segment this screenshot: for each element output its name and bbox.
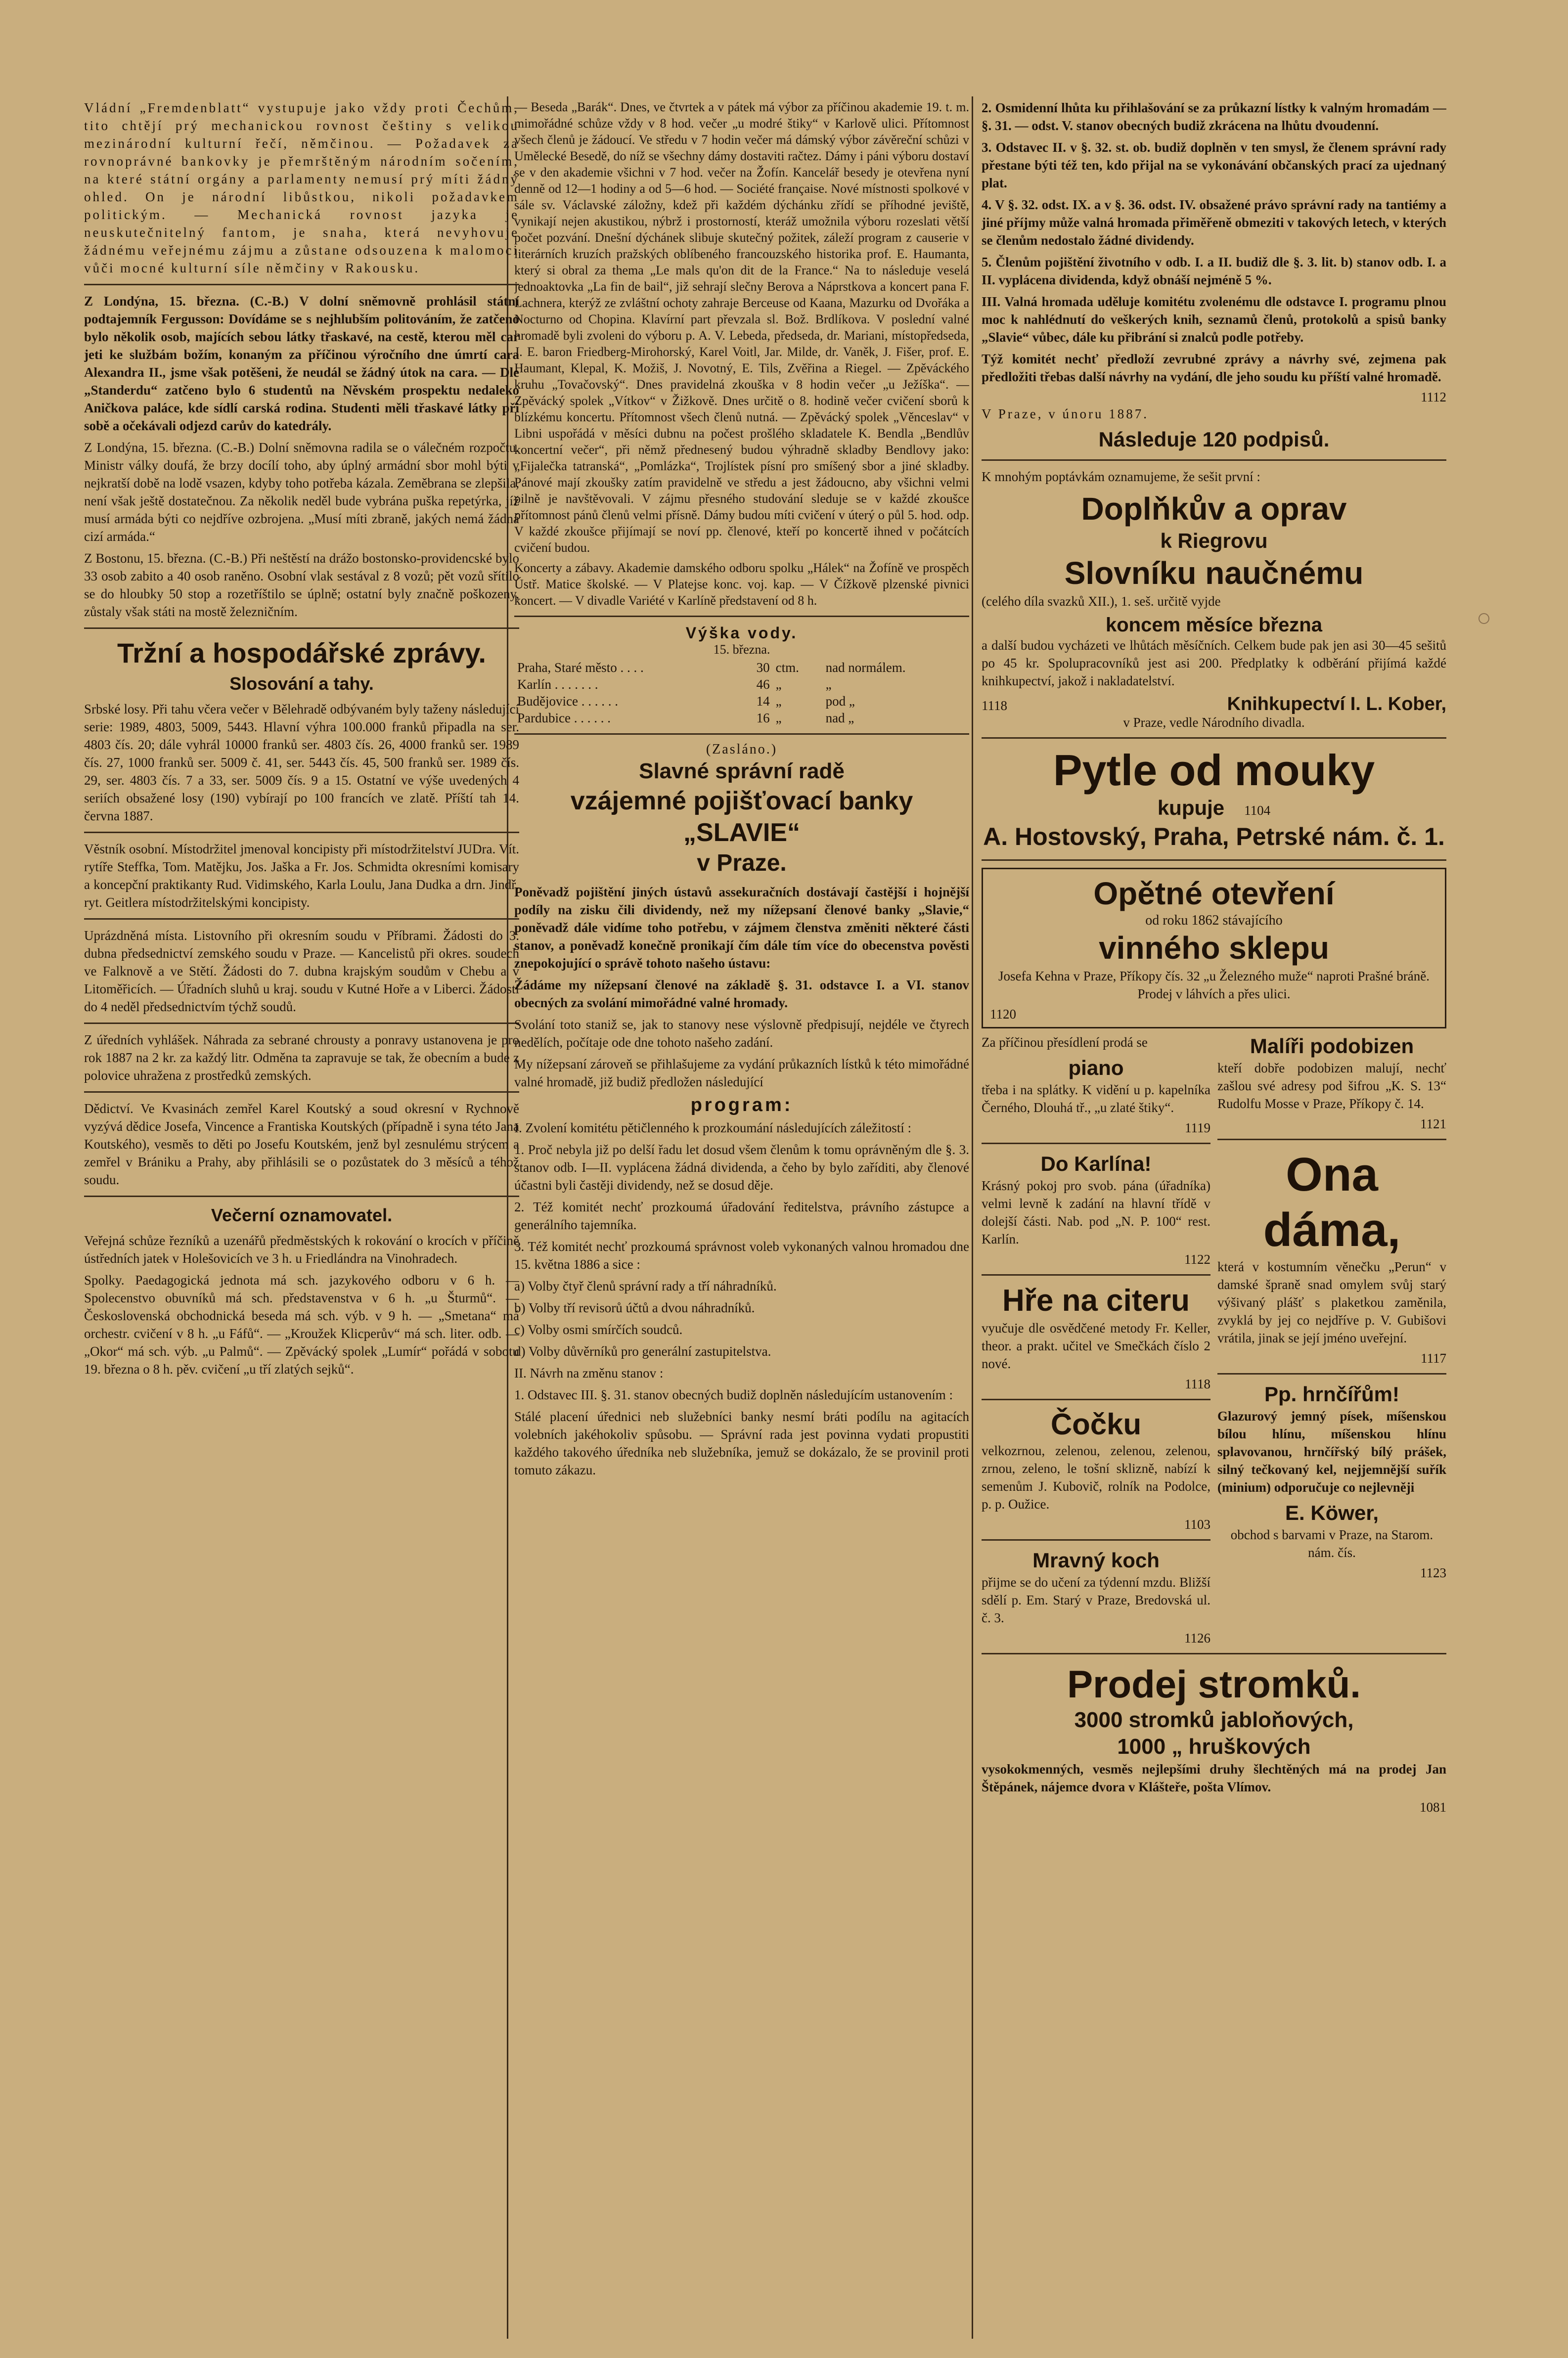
ad-code: 1123 xyxy=(1420,1565,1446,1580)
ad-doplnkuv-title: Doplňkův a oprav xyxy=(1081,491,1347,527)
article-vestnik: Věstník osobní. Místodržitel jmenoval koncipisty při místodržitelství JUDra. Vít. rytíře Steffka, Tom. Matějku, Jos. Jaška a Fr. Jos. Schmidta okresními komisary a koncepční praktikanty Rud. Vidimského, Karla Loulu, Jana Dudka a drn. Jindř. ryt. Geitlera místodržitelskými koncipisty. xyxy=(84,842,519,910)
ad-ona-dama: Ona dáma, xyxy=(1263,1148,1401,1256)
separator xyxy=(982,1274,1210,1276)
ad-3000: 3000 stromků jabloňových, xyxy=(1074,1708,1354,1732)
ad-prodej-text: vysokokmenných, vesměs nejlepšími druhy šlechtěných má na prodej Jan Štěpánek, nájemce dvora v Klášteře, pošta Vlímov. xyxy=(982,1762,1446,1794)
article-uredni-vyhlasky: Z úředních vyhlášek. Náhrada za sebrané chrousty a ponravy ustanovena je pro rok 1887 na 2 kr. za každý litr. Odměna ta zapravuje se tak, že obecním a bude z polovice uhražena z prostředků zemských. xyxy=(84,1032,519,1083)
article-london-1: Z Londýna, 15. března. (C.-B.) V dolní sněmovně prohlásil státní podtajemník Fergusson: Dovídáme se s nejhlubším politováním, že zatčeno bylo několik osob, majících sebou látky třaskavé, na cestě, kterou měl car jeti ke službám božím, konaným za příčinou výročního dne úmrtí cara Alexandra II., jsme však potěšeni, že neudál se žádný útok na cara. — Dle „Standerdu“ zatčeno bylo 6 studentů na Něvském prospektu nedaleko Aničkova paláce, kde sídlí carská rodina. Studenti měli třaskavé látky při sobě a očekávali odjezd carův do katedrály. xyxy=(84,294,519,433)
ad-1000: 1000 „ hruškových xyxy=(1117,1735,1311,1759)
ad-code: 1117 xyxy=(1421,1351,1446,1366)
ad-code: 1081 xyxy=(1420,1800,1446,1815)
table-row: Pardubice . . . . . . 16 „ nad „ xyxy=(517,711,854,725)
ad-koncem: koncem měsíce března xyxy=(1106,614,1322,636)
ad-riegrovu: k Riegrovu xyxy=(1160,529,1268,552)
water-level-date: 15. března. xyxy=(713,642,770,657)
ad-code: 1104 xyxy=(1244,803,1271,818)
ad-citeru: Hře na citeru xyxy=(1002,1284,1190,1318)
ad-code: 1121 xyxy=(1420,1116,1446,1131)
ad-kupuje: kupuje xyxy=(1157,796,1225,819)
ad-od-roku: od roku 1862 stávajícího xyxy=(1145,913,1283,928)
ad-malir-text: kteří dobře podobizen malují, nechť zašlou své adresy pod šifrou „K. S. 13“ Rudolfu Mosse v Praze, Příkopy č. 14. xyxy=(1217,1061,1446,1111)
ad-code: 1126 xyxy=(1184,1631,1210,1646)
section-subtitle-lottery: Slosování a tahy. xyxy=(229,673,374,694)
zaslano-label: (Zasláno.) xyxy=(706,742,778,757)
petition-city: v Praze. xyxy=(697,850,787,876)
separator xyxy=(84,1023,519,1024)
program-item: II. Návrh na změnu stanov : xyxy=(514,1366,664,1380)
separator xyxy=(84,1091,519,1093)
separator xyxy=(1217,1139,1446,1140)
article-koncerty: Koncerty a zábavy. Akademie damského odboru spolku „Hálek“ na Žofíně ve prospěch Ústř. Matice školské. — V Platejse konc. voj. kap. — V Čížkově plzenské pivnici koncert. — V divadle Variété v Karlíně představení od 8 h. xyxy=(514,561,969,608)
column-left xyxy=(84,99,519,2334)
separator xyxy=(514,616,969,617)
program-heading: program: xyxy=(690,1095,793,1115)
separator xyxy=(982,459,1446,461)
petition-date: V Praze, v únoru 1887. xyxy=(982,406,1149,421)
program-item: d) Volby důvěrníků pro generální zastupitelstva. xyxy=(514,1344,771,1359)
water-level-title: Výška vody. xyxy=(685,624,798,642)
ad-koch-text: přijme se do učení za týdenní mzdu. Bližší sdělí p. Em. Starý v Praze, Bredovská ul. č. 3. xyxy=(982,1575,1210,1625)
program-item: I. Zvolení komitétu pětičlenného k prozkoumání následujících záležitostí : xyxy=(514,1120,912,1135)
separator xyxy=(514,733,969,735)
ad-kehna-text: Josefa Kehna v Praze, Příkopy čís. 32 „u Železného muže“ naproti Prašné bráně. Prodej v láhvích a přes ulici. xyxy=(998,969,1430,1001)
program-item: 2. Osmidenní lhůta ku přihlašování se za průkazní lístky k valným hromadám — §. 31. — odst. V. stanov obecných budiž zkrácena na lhůtu dvoudenní. xyxy=(982,100,1446,133)
ad-slovniku-title: Slovníku naučnému xyxy=(1064,555,1364,591)
small-ads-right xyxy=(1217,1033,1446,1646)
separator xyxy=(84,918,519,920)
ad-hrncirum-text: Glazurový jemný písek, míšenskou bílou hlínu, míšenskou hlínu splavovanou, hrnčířský bílý prášek, silný tečkovaný kel, nejjemnější suřík (minium) odporučuje co nejlevněji xyxy=(1217,1409,1446,1495)
program-item: 2. Též komitét nechť prozkoumá úřadování ředitelstva, právního zástupce a generálního tajemníka. xyxy=(514,1200,969,1232)
program-item: Stálé placení úřednici neb služebníci banky nesmí bráti podílu na agitacích volebních jakéhokoliv spůsobu. — Správní rada jest povinna vydati propustiti každého takového úředníka neb služebníka, jemuž se dokázalo, že se provinil proti tomuto zákazu. xyxy=(514,1409,969,1477)
column-middle xyxy=(514,99,969,2334)
table-row: Praha, Staré město . . . . 30 ctm. nad normálem. xyxy=(517,660,906,675)
separator xyxy=(1217,1373,1446,1375)
separator xyxy=(982,737,1446,739)
program-item: 4. V §. 32. odst. IX. a v §. 36. odst. IV. obsažené právo správní rady na tantiémy a jiné příjmy může valná hromada přiměřeně obmeziti v takových letech, v kterých se členům nedostalo žádné dividendy. xyxy=(982,197,1446,248)
column-right xyxy=(982,99,1446,2334)
ad-kower: E. Köwer, xyxy=(1285,1501,1379,1524)
ad-intro: K mnohým poptávkám oznamujeme, že sešit první : xyxy=(982,469,1260,484)
ad-cocku: Čočku xyxy=(1050,1408,1142,1441)
petition-register: My nížepsaní zároveň se přihlašujeme za vydání průkazních lístků k této mimořádné valné hromadě, již budiž předložen následující xyxy=(514,1057,969,1089)
ad-hrncirum: Pp. hrnčířům! xyxy=(1264,1382,1400,1406)
separator xyxy=(982,1399,1210,1400)
petition-signatures: Následuje 120 podpisů. xyxy=(1098,428,1330,451)
ad-slovniku-details: a další budou vycházeti ve lhůtách měsíčních. Celkem bude pak jen asi 30—45 sešitů po 45 kr. Spolupracovníků jest asi 200. Předplatky k odběrání přijímá každé knihkupectví, jakož i nakladatelství. xyxy=(982,638,1446,688)
ad-slovniku-text: (celého díla svazků XII.), 1. seš. určitě vyjde xyxy=(982,594,1221,609)
small-ads-grid xyxy=(982,1033,1446,1646)
article-vecerni-2: Spolky. Paedagogická jednota má sch. jazykového odboru v 6 h. — Spolecenstvo obuvníků má sch. představenstva v 6 h. „u Šturmů“. — Československá obchodnická beseda má sch. výb. v 9 h. — „Smetana“ má orchestr. cvičení v 8 h. „u Fáfů“. — „Kroužek Klicperův“ má sch. liter. odb. — „Okor“ má sch. výb. „u Palmů“. — Zpěvácký spolek „Lumír“ pořádá v sobotu 19. března o 8 h. pěv. cvičení „u tří zlatých sejků“. xyxy=(84,1273,519,1377)
ad-piano-text: třeba i na splátky. K vidění u p. kapelníka Černého, Dlouhá tř., „u zlaté štiky“. xyxy=(982,1082,1210,1115)
ad-opetne: Opětné otevření xyxy=(1093,876,1335,911)
program-item: a) Volby čtyř členů správní rady a tří náhradníků. xyxy=(514,1279,777,1293)
article-uprazdnena-mista: Uprázdněná místa. Listovního při okresním soudu v Příbrami. Žádosti do 3. dubna předsednictví zemského soudu v Praze. — Kancelistů při okres. soudech ve Falknově a ve Stětí. Žádosti do 7. dubna krajským soudům v Chebu a v Litoměřicích. — Úřadních sluhů u kraj. soudu v Kutné Hoře a v Liberci. Žádosti do 4 neděl předsednictvím týchž soudů. xyxy=(84,928,519,1014)
section-title-market: Tržní a hospodářské zprávy. xyxy=(117,637,486,668)
program-item: 3. Odstavec II. v §. 32. st. ob. budiž doplněn v ten smysl, že členem správní rady přestane býti též ten, kdo přijal na se vykonávání občanských prací za ujednaný plat. xyxy=(982,140,1446,190)
ad-piano-intro: Za příčinou přesídlení prodá se xyxy=(982,1035,1148,1050)
section-title-evening: Večerní oznamovatel. xyxy=(211,1205,393,1225)
ad-vinny-sklep xyxy=(982,868,1446,1028)
small-ads-left xyxy=(982,1033,1210,1646)
separator xyxy=(982,859,1446,861)
separator xyxy=(982,1143,1210,1144)
water-level-table xyxy=(514,659,969,726)
ad-kober: Knihkupectví I. L. Kober, xyxy=(1227,694,1446,714)
ad-code: 1119 xyxy=(1185,1120,1210,1135)
ad-karlina-text: Krásný pokoj pro svob. pána (úřadníka) velmi levně k zadání na hlavní třídě v dolejší části. Nab. pod „N. P. 100“ rest. Karlín. xyxy=(982,1178,1210,1246)
program-item: III. Valná hromada uděluje komitétu zvolenému dle odstavce I. programu plnou moc k nahlédnutí do veškerých knih, seznamů členů, protokolů a spisů banky „Slavie“ vůbec, dále ku přibrání si znalců podle potřeby. xyxy=(982,294,1446,345)
program-item: b) Volby tří revisorů účtů a dvou náhradníků. xyxy=(514,1300,755,1315)
program-item: c) Volby osmi smírčích soudců. xyxy=(514,1322,683,1337)
separator xyxy=(982,1653,1446,1654)
petition-request: Žádáme my nížepsaní členové na základě §. 31. odstavce I. a VI. stanov obecných za svolání mimořádné valné hromady. xyxy=(514,978,969,1010)
ad-dama-text: která v kostumním věnečku „Perun“ v damské špraně snad omylem svůj starý výšivaný plášť s plaketkou zaměnila, zvyklá by jej co nejdříve p. V. Gubišovi vrátila, jinak se její jméno uveřejní. xyxy=(1217,1259,1446,1345)
ad-cocku-text: velkozrnou, zelenou, zelenou, zelenou, zrnou, zeleno, le tošní sklizně, nabízí k semenům J. Kubovič, rolník na Podolce, p. p. Oužice. xyxy=(982,1443,1210,1512)
column-rule xyxy=(972,96,973,2339)
article-srbske-losy: Srbské losy. Při tahu včera večer v Bělehradě odbývaném byly taženy následující serie: 1989, 4803, 5009, 5443. Hlavní výhra 100.000 franků připadla na ser. 4803 čís. 20; dále vyhrál 10000 franků ser. 4803 čís. 26, 4000 franků ser. 1989 čís. 27, 1000 franků ser. 5009 č. 41, ser. 5443 čís. 45, 500 franků ser. 1989 čís. 29, ser. 4803 čís. 7 a 33, ser. 5009 čís. 9 a 15. Ostatní ve výše uvedených 4 seriích obsažené losy (190) vybírají po 100 francích ve zlatě. Příští tah 14. června 1887. xyxy=(84,702,519,823)
separator xyxy=(84,1196,519,1197)
ad-pytle-title: Pytle od mouky xyxy=(1053,746,1375,795)
petition-heading: Slavné správní radě xyxy=(639,759,845,783)
separator xyxy=(84,832,519,833)
table-row: Karlín . . . . . . . 46 „ „ xyxy=(517,677,832,692)
ad-code: 1122 xyxy=(1184,1252,1210,1267)
ad-kober-address: v Praze, vedle Národního divadla. xyxy=(1123,715,1305,730)
petition-convene: Svolání toto staniž se, jak to stanovy nese výslovně předpisují, nejdéle ve čtyrech nedělích, počítaje ode dne tohoto našeho zadání. xyxy=(514,1017,969,1050)
margin-mark xyxy=(1478,613,1489,624)
program-item: Týž komitét nechť předloží zevrubné zprávy a návrhy své, zejmena pak předložiti třebas další návrhy na vydání, dle jeho soudu ku příští valné hromadě. xyxy=(982,352,1446,384)
program-item: 5. Členům pojištění životního v odb. I. a II. budiž dle §. 3. lit. b) stanov odb. I. a II. vyplácena dividenda, když obnáší nejméně 5 %. xyxy=(982,255,1446,287)
ad-koch: Mravný koch xyxy=(1032,1549,1160,1572)
petition-bank-name: vzájemné pojišťovací banky „SLAVIE“ xyxy=(570,787,913,847)
ad-piano: piano xyxy=(1068,1056,1124,1079)
article-dedictvi: Dědictví. Ve Kvasinách zemřel Karel Koutský a soud okresní v Rychnově vyzývá dědice Josefa, Vincence a Frantiska Koutských (případně i syna této Jana Koutského), vesměs to děti po Josefu Koutském, jenž byl zesnulému strýcem a zemřel v Brániku a Prahy, aby přihlásili se o pozůstatek do 3 měsíců a téhož soudu. xyxy=(84,1101,519,1187)
separator xyxy=(84,627,519,629)
ad-code: 1120 xyxy=(990,1007,1016,1022)
petition-intro: Poněvadž pojištění jiných ústavů assekuračních dostávají častější i hojnější podíly na zisku čili dividendy, než my nížepsaní členové banky „Slavie,“ poněvadž dále vidíme toho potřebu, v zájmem členstva změniti některé části stanov, a poněvadž konečně pronikají čím dále tím více do obecenstva pověsti znepokojující o správě tohoto našeho ústavu: xyxy=(514,885,969,971)
article-london-2: Z Londýna, 15. března. (C.-B.) Dolní sněmovna radila se o válečném rozpočtu. Ministr války doufá, že brzy docílí toho, aby úplný armádní sbor mohl býti v nejkratší době na lodě vsazen, kdyby toho potřeba kázala. Zeměbrana se zlepšila, není však ještě dostatečnou. Za několik neděl bude vybrána puška repetýrka, jíž musí armáda býti co nejdříve ozbrojena. „Musí míti zbraně, jakých nemá žádná cizí armáda.“ xyxy=(84,440,519,544)
article-fremdenblatt: Vládní „Fremdenblatt“ vystupuje jako vždy proti Čechům, tito chtějí prý mechanickou rovnost češtiny s velikou mezinárodní kulturní řečí, němčinou. — Požadavek za rovnoprávné bankovky je přemrštěným národním sočením, na které státní orgány a parlamenty nemusí prý míti žádný ohled. On je národní libůstkou, nikoli požadavkem politickým. — Mechanická rovnost jazyka je neuskutečnitelný fantom, je snaha, která nevyhovuje žádnému veřejnému zájmu a zůstane odsouzena k malomoci vůči mocné kulturní síle němčiny v Rakousku. xyxy=(84,100,519,275)
ad-code: 1103 xyxy=(1184,1517,1210,1532)
ad-malir: Malíři podobizen xyxy=(1250,1034,1414,1058)
article-vecerni-1: Veřejná schůze řezníků a uzenářů předměstských k rokování o krocích v příčině ústředních jatek v Holešovicích ve 3 h. u Friedlándra na Vinohradech. xyxy=(84,1233,519,1266)
article-besedy: — Beseda „Barák“. Dnes, ve čtvrtek a v pátek má výbor za příčinou akademie 19. t. m. mimořádné schůze vždy v 8 hod. večer „u modré štiky“ v Karlově ulici. Přítomnost všech členů je žádoucí. Ve středu v 7 hodin večer má dámský výbor závěreční schůzi v Umělecké Besedě, do níž se všechny dámy dostaviti račtez. Dámy i páni výboru dostaví se v den akademie všichni v 7 hod. večer na Žofín. Kancelář besedy je otevřena nyní denně od 12—1 hodiny a od 5—6 hod. — Société française. Nové místnosti spolkové v sále sv. Václavské záložny, kdež při každém dýchánku zřídí se příhodné jeviště, vynikají nejen akustikou, nýbrž i prostorností, kteráž umožnila výboru rozeslati větší počet pozvání. Dnešní dýchánek slibuje skutečný požitek, záleží program z causerie v literárních kruzích pražských oblíbeného francouzského historika prof. E. Haumanta, který si obral za thema „Le mals qu'on dit de la France.“ Na to následuje veselá jednoaktovka „La fin de bail“, již sehrají slečny Berova a Náprstkova a koncert pana F. Lachnera, kterýž ze zvláštní ochoty zahraje Berceuse od Kaana, Mazurku od Dvořáka a Nocturno od Chopina. Klavírní part převzala sl. Bož. Brdlíkova. V poslední valné hromadě byli zvoleni do výboru p. A. V. Lebeda, předseda, dr. Mariani, místopředseda, J. E. baron Friedberg-Mirohorský, Karel Voitl, Jar. Milde, dr. Vaněk, J. Fišer, prof. E. Haumant, Klepal, K. Možiš, J. Novotný, E. Tils, Zvěřina a Riegel. — Zpěváckého kruhu „Tovačovský“. Dnes pravidelná zkouška v 8 hodin večer „u Ježíška“. — Zpěvácký spolek „Vítkov“ v Žižkově. Dnes určitě o 8. hodině večer cvičení sborů k blízkému koncertu. Přítomnost všech členů nutná. — Zpěvácký spolek „Věnceslav“ v Libni uspořádá v měsíci dubnu na počest prošlého skladatele K. Bendla „Bendlův koncertní večer“, při němž přednesený budou výhradně skladby Bendlovy jako: „Fijalečka tatranská“, „Pomlázka“, Trojlístek písní pro smíšený sbor a jiné skladby. Pánové mají zkoušky zatím pravidelně ve středu a jest žádoucno, aby všichni velmi pilně je navštěvovali. V zájmu přesného studování sleduje se v každé zkoušce přítomnost pánů členů velmi přísně. Dámy budou míti cvičení v úterý o půl 5. hod. odp. V každé zkoušce přijímají se noví pp. členové, kteří po koncertě ihned v počátcích cvičení budou. xyxy=(514,100,969,555)
separator xyxy=(84,284,519,285)
ad-hostovsky: A. Hostovský, Praha, Petrské nám. č. 1. xyxy=(983,823,1445,850)
article-boston: Z Bostonu, 15. března. (C.-B.) Při neštěstí na drážo bostonsko-providencské bylo 33 osob zabito a 40 osob raněno. Osobní vlak sestával z 8 vozů; pět vozů sřítilo se do hloubky 50 stop a rozetříštilo se úplně; ostatní byly značně poškozeny, zůstaly však státi na mostě železničním. xyxy=(84,551,519,619)
ad-kower-address: obchod s barvami v Praze, na Starom. nám. čís. xyxy=(1230,1527,1434,1560)
ad-prodej-stromku: Prodej stromků. xyxy=(1067,1662,1361,1706)
ad-karlina: Do Karlína! xyxy=(1040,1152,1152,1175)
program-item: 3. Též komitét nechť prozkoumá správnost voleb vykonaných valnou hromadou dne 15. května 1886 a sice : xyxy=(514,1239,969,1272)
ad-citeru-text: vyučuje dle osvědčené metody Fr. Keller, theor. a prakt. učitel ve Smečkách číslo 2 nové. xyxy=(982,1321,1210,1371)
ad-code: 1118 xyxy=(982,698,1007,713)
program-item: 1. Proč nebyla již po delší řadu let dosud všem členům k tomu oprávněným dle §. 3. stanov odb. I—II. vyplácena žádná dividenda, a čeho by bylo zaříditi, aby členové účastni byli častěji dividendy, než se dosud děje. xyxy=(514,1142,969,1193)
ad-code: 1112 xyxy=(1421,390,1446,404)
program-item: 1. Odstavec III. §. 31. stanov obecných budiž doplněn následujícím ustanovením : xyxy=(514,1387,953,1402)
separator xyxy=(982,1539,1210,1541)
table-row: Budějovice . . . . . . 14 „ pod „ xyxy=(517,694,855,709)
ad-vinneho: vinného sklepu xyxy=(1099,930,1329,966)
ad-code: 1118 xyxy=(1185,1377,1210,1391)
